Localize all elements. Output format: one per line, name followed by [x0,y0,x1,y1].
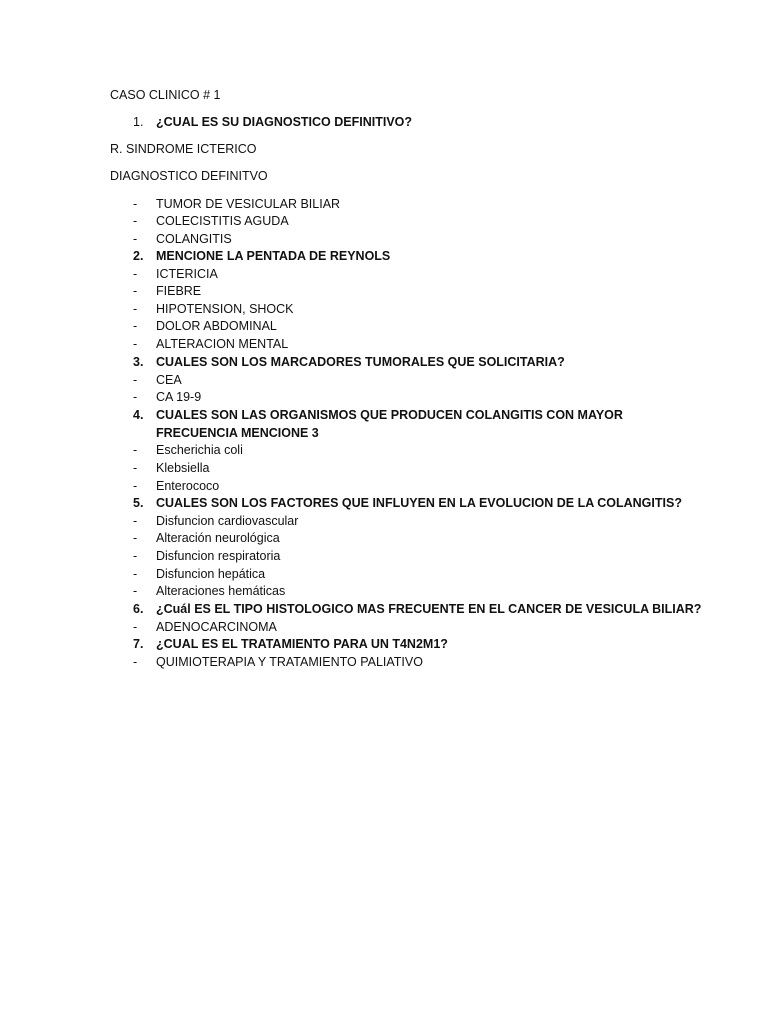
list-dash: - [133,214,138,228]
question-6-number: 6. [133,602,144,616]
list-item: TUMOR DE VESICULAR BILIAR [156,197,341,211]
question-4-number: 4. [133,408,144,422]
list-dash: - [133,620,138,634]
list-item: Alteración neurológica [156,531,280,545]
list-dash: - [133,232,138,246]
list-dash: - [133,319,138,333]
list-item: COLECISTITIS AGUDA [156,214,289,228]
list-dash: - [133,337,138,351]
diagnosis-heading: DIAGNOSTICO DEFINITVO [110,169,268,183]
list-dash: - [133,514,138,528]
list-item: CEA [156,373,182,387]
question-1-text: ¿CUAL ES SU DIAGNOSTICO DEFINITIVO? [156,115,413,129]
list-item: Klebsiella [156,461,210,475]
list-item: FIEBRE [156,284,202,298]
list-item: Disfuncion cardiovascular [156,514,299,528]
list-dash: - [133,197,138,211]
answer-r: R. SINDROME ICTERICO [110,142,257,156]
list-dash: - [133,549,138,563]
list-item: ICTERICIA [156,267,218,281]
list-dash: - [133,531,138,545]
list-dash: - [133,443,138,457]
question-4-text-line2: FRECUENCIA MENCIONE 3 [156,426,319,440]
list-dash: - [133,267,138,281]
question-7-text: ¿CUAL ES EL TRATAMIENTO PARA UN T4N2M1? [156,637,448,651]
list-dash: - [133,567,138,581]
question-4-text-line1: CUALES SON LAS ORGANISMOS QUE PRODUCEN COLANGITIS CON MAYOR [156,408,623,422]
list-item: Enterococo [156,479,220,493]
list-item: ADENOCARCINOMA [156,620,277,634]
case-title: CASO CLINICO # 1 [110,88,221,102]
question-3-number: 3. [133,355,144,369]
list-dash: - [133,373,138,387]
question-3-text: CUALES SON LOS MARCADORES TUMORALES QUE SOLICITARIA? [156,355,565,369]
list-item: Disfuncion respiratoria [156,549,281,563]
list-dash: - [133,584,138,598]
question-1-number: 1. [133,115,144,129]
list-item: Escherichia coli [156,443,243,457]
list-item: Alteraciones hemáticas [156,584,286,598]
question-5-text: CUALES SON LOS FACTORES QUE INFLUYEN EN LA EVOLUCION DE LA COLANGITIS? [156,496,682,510]
list-item: ALTERACION MENTAL [156,337,289,351]
question-7-number: 7. [133,637,144,651]
list-item: Disfuncion hepática [156,567,266,581]
list-dash: - [133,461,138,475]
list-dash: - [133,655,138,669]
list-item: QUIMIOTERAPIA Y TRATAMIENTO PALIATIVO [156,655,423,669]
list-dash: - [133,390,138,404]
question-5-number: 5. [133,496,144,510]
question-2-text: MENCIONE LA PENTADA DE REYNOLS [156,249,391,263]
list-item: HIPOTENSION, SHOCK [156,302,294,316]
list-dash: - [133,284,138,298]
list-dash: - [133,479,138,493]
question-2-number: 2. [133,249,144,263]
list-item: CA 19-9 [156,390,202,404]
list-item: COLANGITIS [156,232,232,246]
list-item: DOLOR ABDOMINAL [156,319,277,333]
list-dash: - [133,302,138,316]
question-6-text: ¿Cuál ES EL TIPO HISTOLOGICO MAS FRECUENTE EN EL CANCER DE VESICULA BILIAR? [156,602,702,616]
